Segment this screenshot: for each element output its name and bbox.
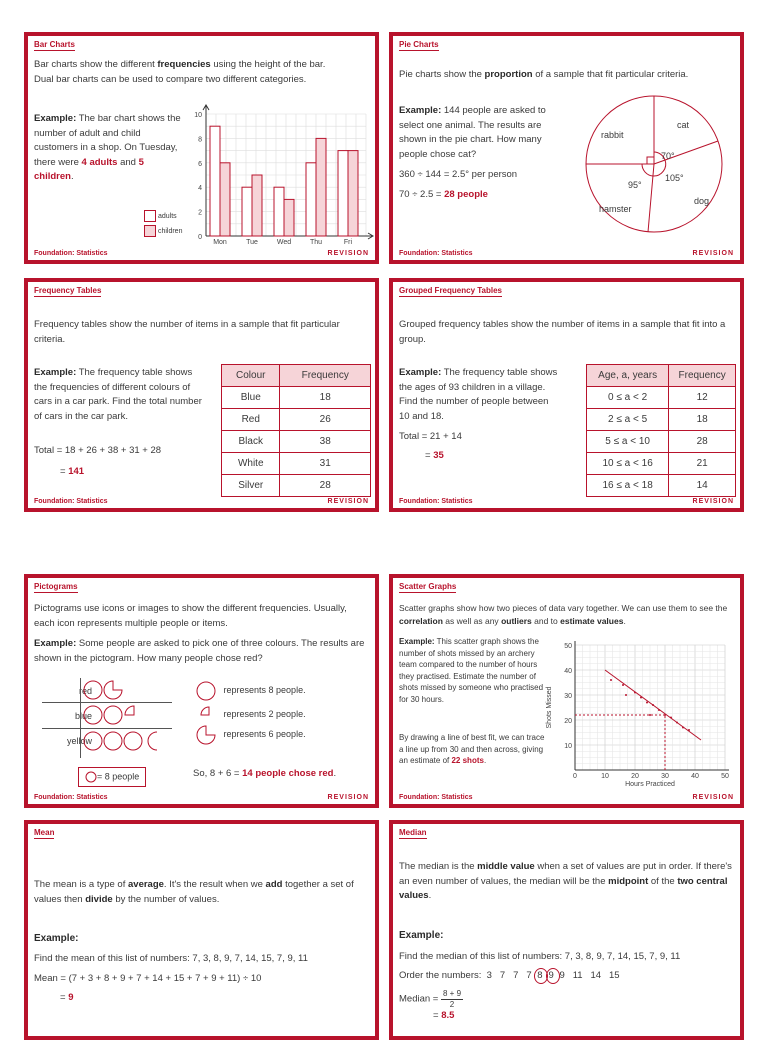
y-tick-label: 2 <box>198 209 202 217</box>
scatter-point <box>670 717 672 719</box>
mean-example-label: Example: <box>34 933 79 944</box>
x-tick-label: Fri <box>343 239 353 246</box>
scatter-point <box>634 692 636 694</box>
grouped-frequency-tables-card <box>389 278 744 512</box>
footer-brand: REVISION <box>692 794 734 801</box>
median-answer: = 8.5 <box>433 1010 455 1021</box>
freq-example: Example: The frequency table shows the frequencies of different colours of cars in a car park. Find the total number of cars in the car park. <box>34 367 202 422</box>
scatter-point <box>646 702 648 704</box>
bar-adults <box>210 126 220 236</box>
y-tick-label: 30 <box>564 693 572 700</box>
table-row: 10 ≤ a < 16 21 <box>587 453 736 475</box>
key-text: represents 2 people. <box>223 709 306 720</box>
bar-children <box>252 175 262 236</box>
y-tick-label: 6 <box>198 160 202 168</box>
table-header-row <box>222 365 371 387</box>
table-row: Silver 28 <box>222 475 371 497</box>
grouped-calc: Total = 21 + 14 <box>399 431 462 442</box>
col-header: Colour <box>222 365 280 387</box>
legend-children: children <box>144 225 182 237</box>
bar-adults <box>274 187 284 236</box>
scatter-point <box>610 679 612 681</box>
full-circle-icon <box>195 680 217 702</box>
scatter-example: Example: This scatter graph shows the number of shots missed by an archery team compared to the number of hours they practised. Estimate the number of shots missed by someone who practised for 30 hours. <box>399 637 544 704</box>
card-title: Pictograms <box>34 582 78 591</box>
median-highlight: 8 <box>534 969 545 984</box>
table-row: 2 ≤ a < 5 18 <box>587 409 736 431</box>
pie-label-hamster: hamster <box>599 204 632 214</box>
y-tick-label: 40 <box>564 668 572 675</box>
scatter-point <box>658 709 660 711</box>
scatter-point <box>622 684 624 686</box>
median-formula: Median = $\frac{8 + 9}{2}$ <box>399 989 462 1009</box>
quarter-circle-icon <box>195 704 217 726</box>
median-intro: The median is the middle value when a set of values are put in order. If there's an even number of values, the median will be the midpoint of the two central values. <box>399 861 732 901</box>
angle-arc-95 <box>642 164 653 176</box>
grouped-intro: Grouped frequency tables show the number of items in a sample that fit into a group. <box>399 319 726 345</box>
half-circle-icon <box>148 732 157 750</box>
pie-angle-70: 70° <box>661 151 675 161</box>
median-order: Order the numbers: 3 7 7 7 8 9 9 11 14 15 <box>399 969 620 984</box>
card-title: Scatter Graphs <box>399 582 457 591</box>
pie-angle-95: 95° <box>628 180 642 190</box>
card-title: Mean <box>34 828 55 837</box>
scatter-point <box>649 714 651 716</box>
median-card <box>389 820 744 1040</box>
col-header: Frequency <box>669 365 736 387</box>
bar-children <box>316 138 326 236</box>
pie-intro: Pie charts show the proportion of a sample that fit particular criteria. <box>399 69 689 80</box>
full-circle-icon <box>84 706 102 724</box>
full-circle-icon <box>124 732 142 750</box>
scatter-point <box>688 729 690 731</box>
footer-subject: Foundation: Statistics <box>34 794 108 801</box>
footer-brand: REVISION <box>327 498 369 505</box>
pie-example: Example: 144 people are asked to select one animal. The results are shown in the pie chart. How many people chose cat? <box>399 105 546 160</box>
pictogram-icons <box>82 678 192 758</box>
pie-label-dog: dog <box>694 196 710 206</box>
pictograms-card <box>24 574 379 808</box>
bar-adults <box>338 151 348 236</box>
x-tick-label: Mon <box>213 239 227 246</box>
card-title: Median <box>399 828 427 837</box>
full-circle-icon <box>84 681 102 699</box>
scatter-point <box>652 704 654 706</box>
table-header-row <box>587 365 736 387</box>
key-text: represents 6 people. <box>223 729 306 740</box>
x-tick-label: 40 <box>691 773 699 780</box>
table-row: Blue 18 <box>222 387 371 409</box>
footer-brand: REVISION <box>692 250 734 257</box>
footer-subject: Foundation: Statistics <box>399 498 473 505</box>
table-row: Black 38 <box>222 431 371 453</box>
footer-subject: Foundation: Statistics <box>399 794 473 801</box>
mean-card <box>24 820 379 1040</box>
freq-calc: Total = 18 + 26 + 38 + 31 + 28 <box>34 445 162 456</box>
x-tick-label: 0 <box>573 773 577 780</box>
pie-calc2: 70 ÷ 2.5 = 28 people <box>399 189 488 200</box>
pie-charts-card <box>389 32 744 264</box>
pie-label-cat: cat <box>677 120 690 130</box>
mean-answer: = 9 <box>60 992 74 1003</box>
bar-charts-card <box>24 32 379 264</box>
picto-intro: Pictograms use icons or images to show the different frequencies. Usually, each icon represents multiple people or items. <box>34 603 347 629</box>
bar-children <box>284 199 294 236</box>
footer-brand: REVISION <box>327 794 369 801</box>
y-tick-label: 4 <box>198 185 202 193</box>
y-tick-label: 20 <box>564 718 572 725</box>
pie-label-rabbit: rabbit <box>601 130 624 140</box>
right-angle-marker <box>647 157 654 164</box>
scatter-explanation: By drawing a line of best fit, we can trace a line up from 30 and then across, giving an estimate of 22 shots. <box>399 733 545 765</box>
x-tick-label: 10 <box>601 773 609 780</box>
three-quarter-circle-icon <box>195 724 217 746</box>
frequency-table <box>221 364 371 497</box>
bar-example: Example: The bar chart shows the number of adult and child customers in a shop. On Tuesday, there were 4 adults and 5 children. <box>34 113 181 182</box>
mean-question: Find the mean of this list of numbers: 7, 3, 8, 9, 7, 14, 15, 7, 9, 11 <box>34 953 308 964</box>
footer-subject: Foundation: Statistics <box>34 498 108 505</box>
fraction: $\frac{8 + 9}{2}$ <box>443 989 462 1009</box>
quarter-circle-icon <box>125 706 134 715</box>
table-row: 16 ≤ a < 18 14 <box>587 475 736 497</box>
full-circle-icon <box>84 732 102 750</box>
key-row-quarter <box>195 704 306 726</box>
grouped-answer: = 35 <box>425 450 444 461</box>
card-title: Grouped Frequency Tables <box>399 286 502 295</box>
key-row-full <box>195 680 306 702</box>
median-question: Find the median of this list of numbers: 7, 3, 8, 9, 7, 14, 15, 7, 9, 11 <box>399 951 681 962</box>
x-tick-label: 50 <box>721 773 729 780</box>
grouped-frequency-table <box>586 364 736 497</box>
bar-adults <box>306 163 316 236</box>
full-circle-icon <box>104 732 122 750</box>
scatter-point <box>664 714 666 716</box>
key-box: = 8 people <box>78 767 146 787</box>
legend-children-swatch <box>144 225 156 237</box>
col-header: Age, a, years <box>587 365 669 387</box>
scatter-intro: Scatter graphs show how two pieces of data vary together. We can use them to see the correlation as well as any outliers and to estimate values. <box>399 603 728 626</box>
pie-angle-105: 105° <box>665 173 684 183</box>
scatter-point <box>676 722 678 724</box>
scatter-point <box>682 727 684 729</box>
table-row: 0 ≤ a < 2 12 <box>587 387 736 409</box>
scatter-point <box>640 697 642 699</box>
pie-divider-dog-hamster <box>648 164 654 232</box>
x-tick-label: 30 <box>661 773 669 780</box>
pictogram-table <box>42 678 192 758</box>
table-row: Red 26 <box>222 409 371 431</box>
freq-intro: Frequency tables show the number of items in a sample that fit particular criteria. <box>34 319 340 345</box>
col-header: Frequency <box>280 365 371 387</box>
picto-answer: So, 8 + 6 = 14 people chose red. <box>193 768 337 779</box>
y-axis-label: Shots Missed <box>546 686 553 729</box>
bar-children <box>348 151 358 236</box>
key-text: represents 8 people. <box>223 685 306 696</box>
pictogram-row-label-yellow: yellow <box>66 736 92 746</box>
x-tick-label: Thu <box>309 239 323 246</box>
y-tick-label: 10 <box>564 743 572 750</box>
footer-subject: Foundation: Statistics <box>34 250 108 257</box>
y-tick-label: 0 <box>198 234 202 241</box>
footer-brand: REVISION <box>692 498 734 505</box>
pie-calc1: 360 ÷ 144 = 2.5° per person <box>399 169 518 180</box>
bar-chart <box>178 104 378 254</box>
scatter-chart <box>545 638 740 788</box>
table-row: White 31 <box>222 453 371 475</box>
footer-brand: REVISION <box>327 250 369 257</box>
x-tick-label: Wed <box>276 239 292 246</box>
card-title: Pie Charts <box>399 40 439 49</box>
pictogram-row-label-blue: blue <box>74 711 92 721</box>
grouped-example: Example: The frequency table shows the ages of 93 children in a village. Find the number of people between 10 and 18. <box>399 367 558 422</box>
legend-adults: adults <box>144 210 177 222</box>
picto-example: Example: Some people are asked to pick one of three colours. The results are shown in the pictogram. How many people chose red? <box>34 638 365 664</box>
bar-children <box>220 163 230 236</box>
card-title: Bar Charts <box>34 40 75 49</box>
footer-subject: Foundation: Statistics <box>399 250 473 257</box>
three-quarter-circle-icon <box>104 681 122 699</box>
mean-calc: Mean = (7 + 3 + 8 + 9 + 7 + 14 + 15 + 7 + 9 + 11) ÷ 10 <box>34 973 262 984</box>
legend-adults-swatch <box>144 210 156 222</box>
y-tick-label: 8 <box>198 136 202 144</box>
scatter-point <box>625 694 627 696</box>
key-row-three-quarter <box>195 724 306 746</box>
bar-intro: Bar charts show the different frequencies using the height of the bar. Dual bar charts can be used to compare two different categories. <box>34 59 326 85</box>
freq-answer: = 141 <box>60 466 85 477</box>
table-row: 5 ≤ a < 10 28 <box>587 431 736 453</box>
scatter-graphs-card <box>389 574 744 808</box>
pie-chart <box>577 84 737 234</box>
mean-intro: The mean is a type of average. It's the result when we add together a set of values then divide by the number of values. <box>34 879 354 905</box>
median-example-label: Example: <box>399 930 444 941</box>
pictogram-row-label-red: red <box>78 686 92 696</box>
x-tick-label: 20 <box>631 773 639 780</box>
y-tick-label: 10 <box>194 112 202 119</box>
full-circle-icon <box>85 771 97 783</box>
x-axis-label: Hours Practiced <box>625 781 675 788</box>
full-circle-icon <box>104 706 122 724</box>
x-tick-label: Tue <box>246 239 258 246</box>
frequency-tables-card <box>24 278 379 512</box>
median-highlight: 9 <box>546 969 557 984</box>
pictogram-vertical-line <box>80 678 81 758</box>
y-tick-label: 50 <box>564 643 572 650</box>
card-title: Frequency Tables <box>34 286 102 295</box>
bar-adults <box>242 187 252 236</box>
